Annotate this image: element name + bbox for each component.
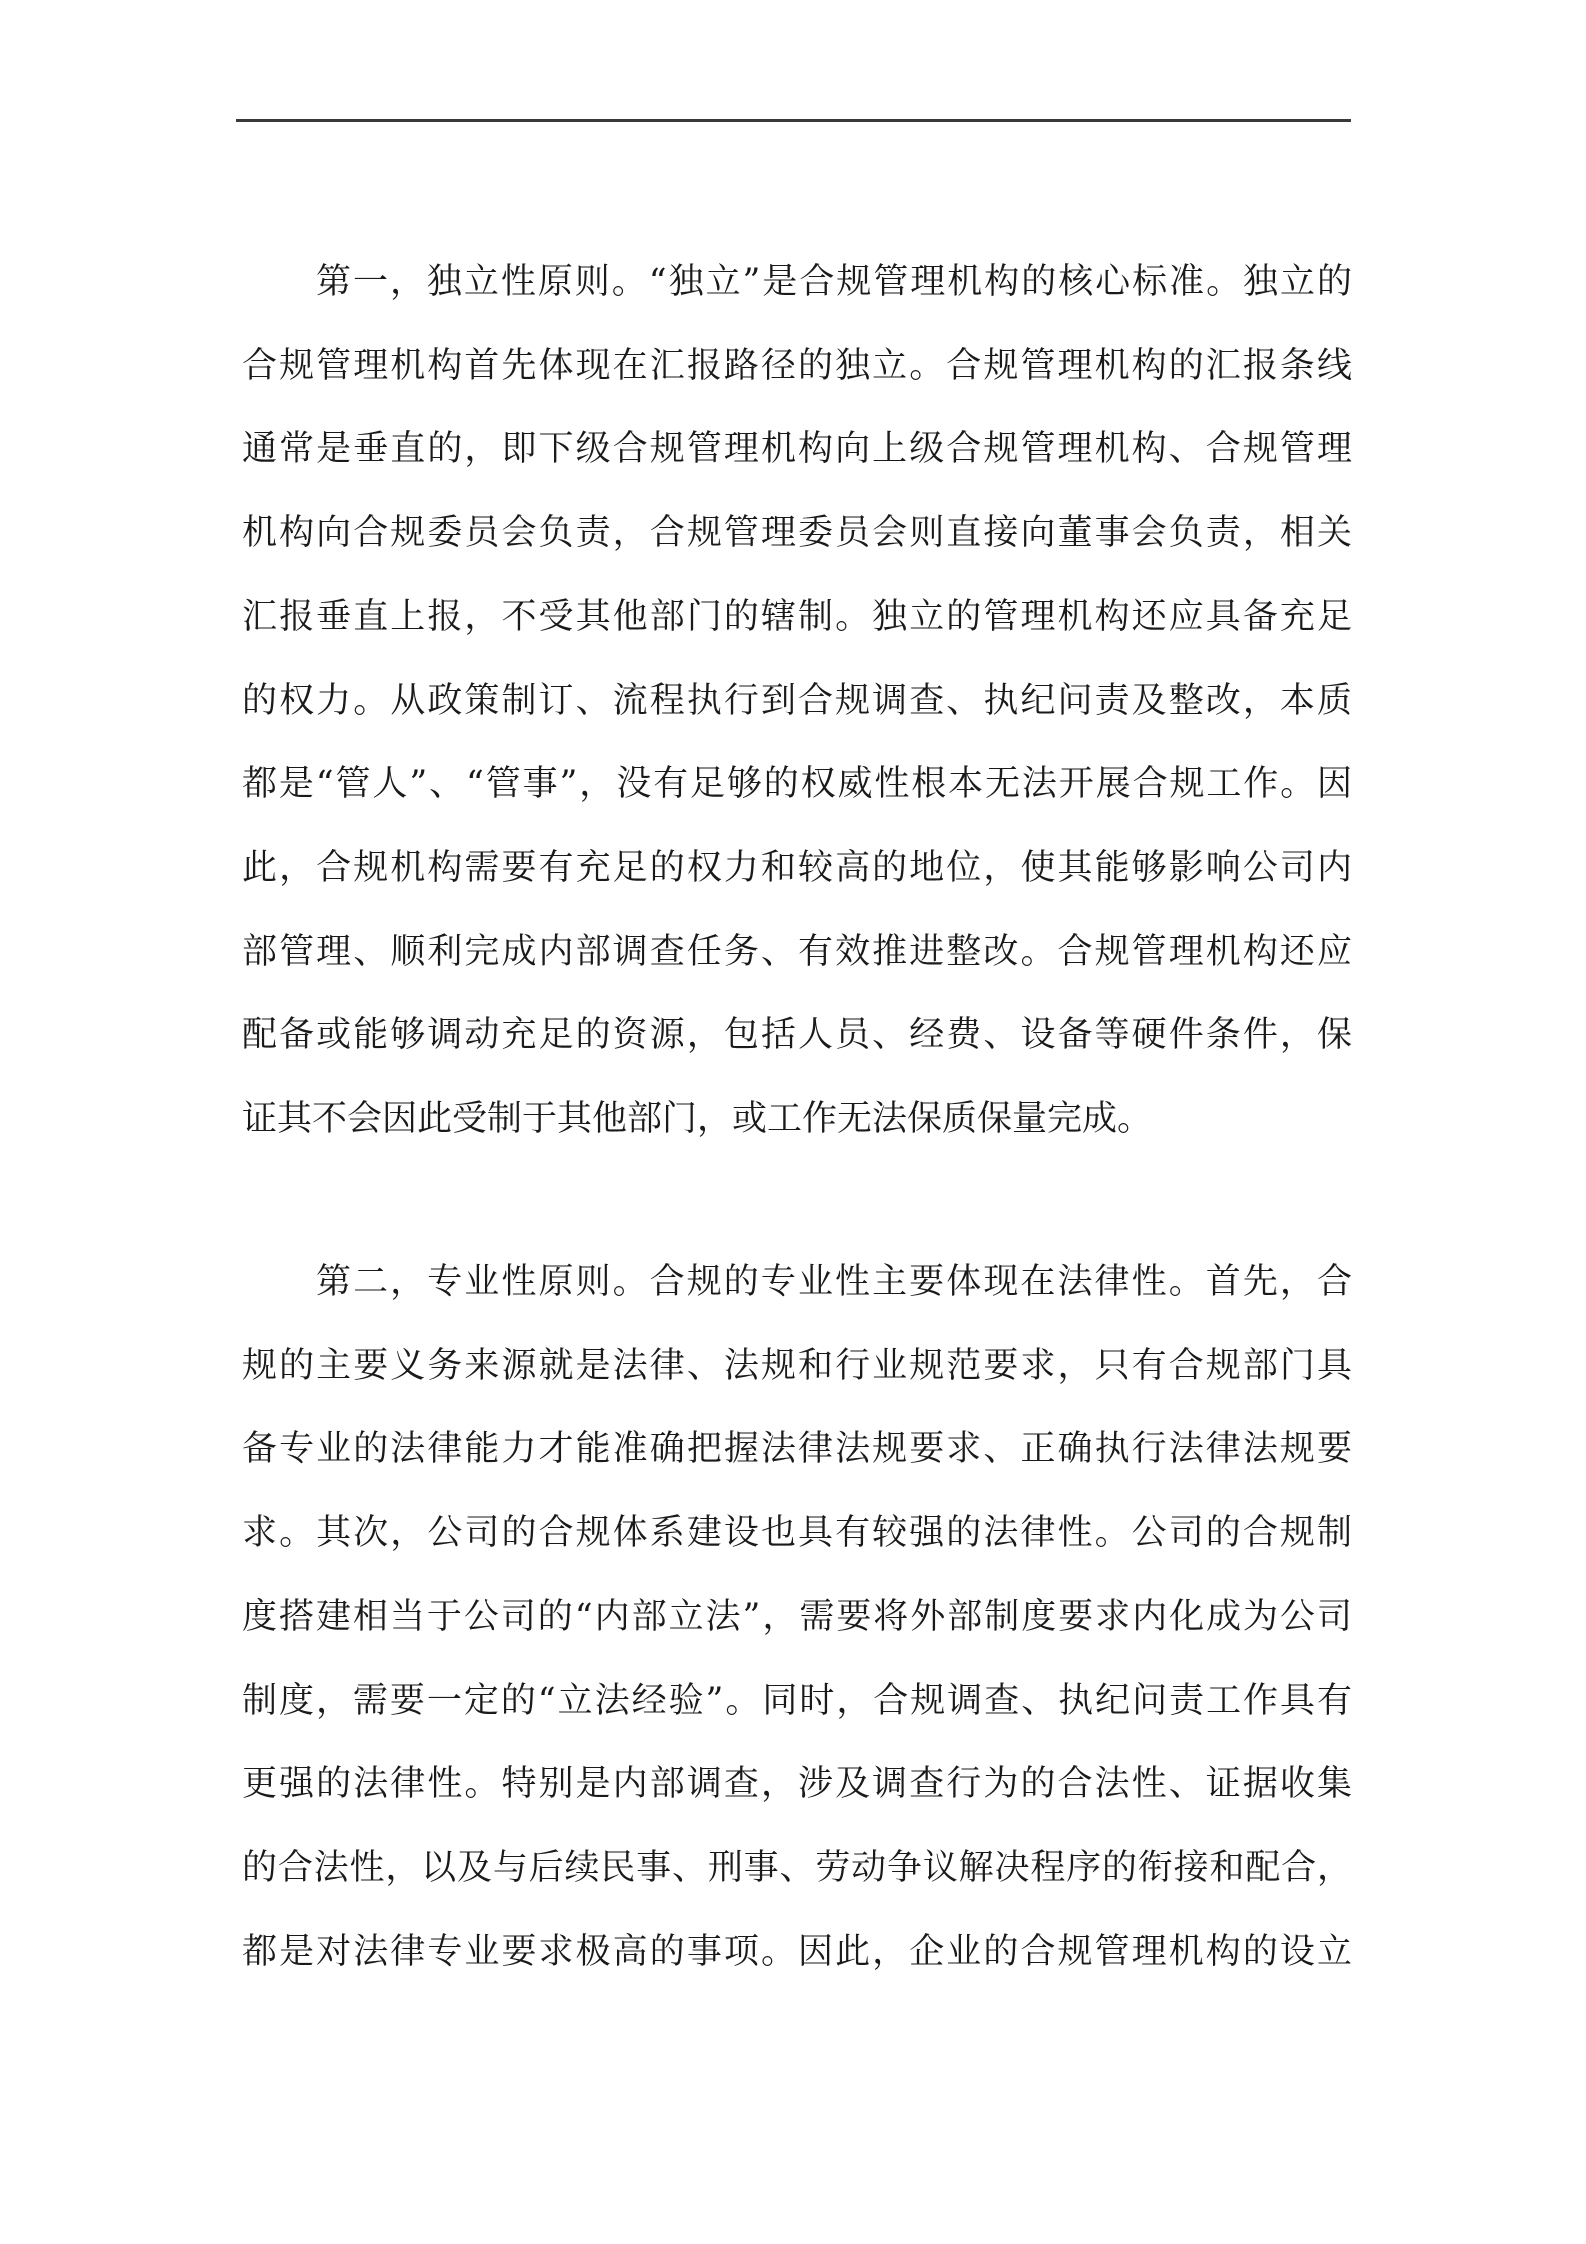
text-line: 此，合规机构需要有充足的权力和较高的地位，使其能够影响公司内	[242, 847, 1352, 888]
text-line: 求。其次，公司的合规体系建设也具有较强的法律性。公司的合规制	[242, 1513, 1352, 1554]
text-line: 配备或能够调动充足的资源，包括人员、经费、设备等硬件条件，保	[242, 1015, 1352, 1056]
text-line: 的权力。从政策制订、流程执行到合规调查、执纪问责及整改，本质	[242, 680, 1352, 721]
text-line: 汇报垂直上报，不受其他部门的辖制。独立的管理机构还应具备充足	[242, 596, 1352, 637]
text-line: 部管理、顺利完成内部调查任务、有效推进整改。合规管理机构还应	[242, 931, 1352, 972]
text-line: 规的主要义务来源就是法律、法规和行业规范要求，只有合规部门具	[242, 1345, 1352, 1386]
text-line: 证其不会因此受制于其他部门，或工作无法保质保量完成。	[242, 1099, 1153, 1139]
text-line: 第二，专业性原则。合规的专业性主要体现在法律性。首先，合	[316, 1262, 1352, 1302]
text-line: 更强的法律性。特别是内部调查，涉及调查行为的合法性、证据收集	[242, 1764, 1352, 1805]
text-line: 备专业的法律能力才能准确把握法律法规要求、正确执行法律法规要	[242, 1429, 1352, 1470]
text-line: 制度，需要一定的“立法经验”。同时，合规调查、执纪问责工作具有	[242, 1680, 1352, 1721]
text-line: 合规管理机构首先体现在汇报路径的独立。合规管理机构的汇报条线	[242, 345, 1352, 386]
text-line: 通常是垂直的，即下级合规管理机构向上级合规管理机构、合规管理	[242, 429, 1352, 470]
header-rule-divider	[236, 119, 1351, 122]
text-line: 机构向合规委员会负责，合规管理委员会则直接向董事会负责，相关	[242, 513, 1352, 554]
text-line: 的合法性，以及与后续民事、刑事、劳动争议解决程序的衔接和配合，	[242, 1847, 1352, 1888]
text-line: 都是“管人”、“管事”，没有足够的权威性根本无法开展合规工作。因	[242, 764, 1352, 805]
text-line: 第一，独立性原则。“独立”是合规管理机构的核心标准。独立的	[316, 262, 1352, 302]
text-line: 都是对法律专业要求极高的事项。因此，企业的合规管理机构的设立	[242, 1931, 1352, 1972]
text-line: 度搭建相当于公司的“内部立法”，需要将外部制度要求内化成为公司	[242, 1596, 1352, 1637]
